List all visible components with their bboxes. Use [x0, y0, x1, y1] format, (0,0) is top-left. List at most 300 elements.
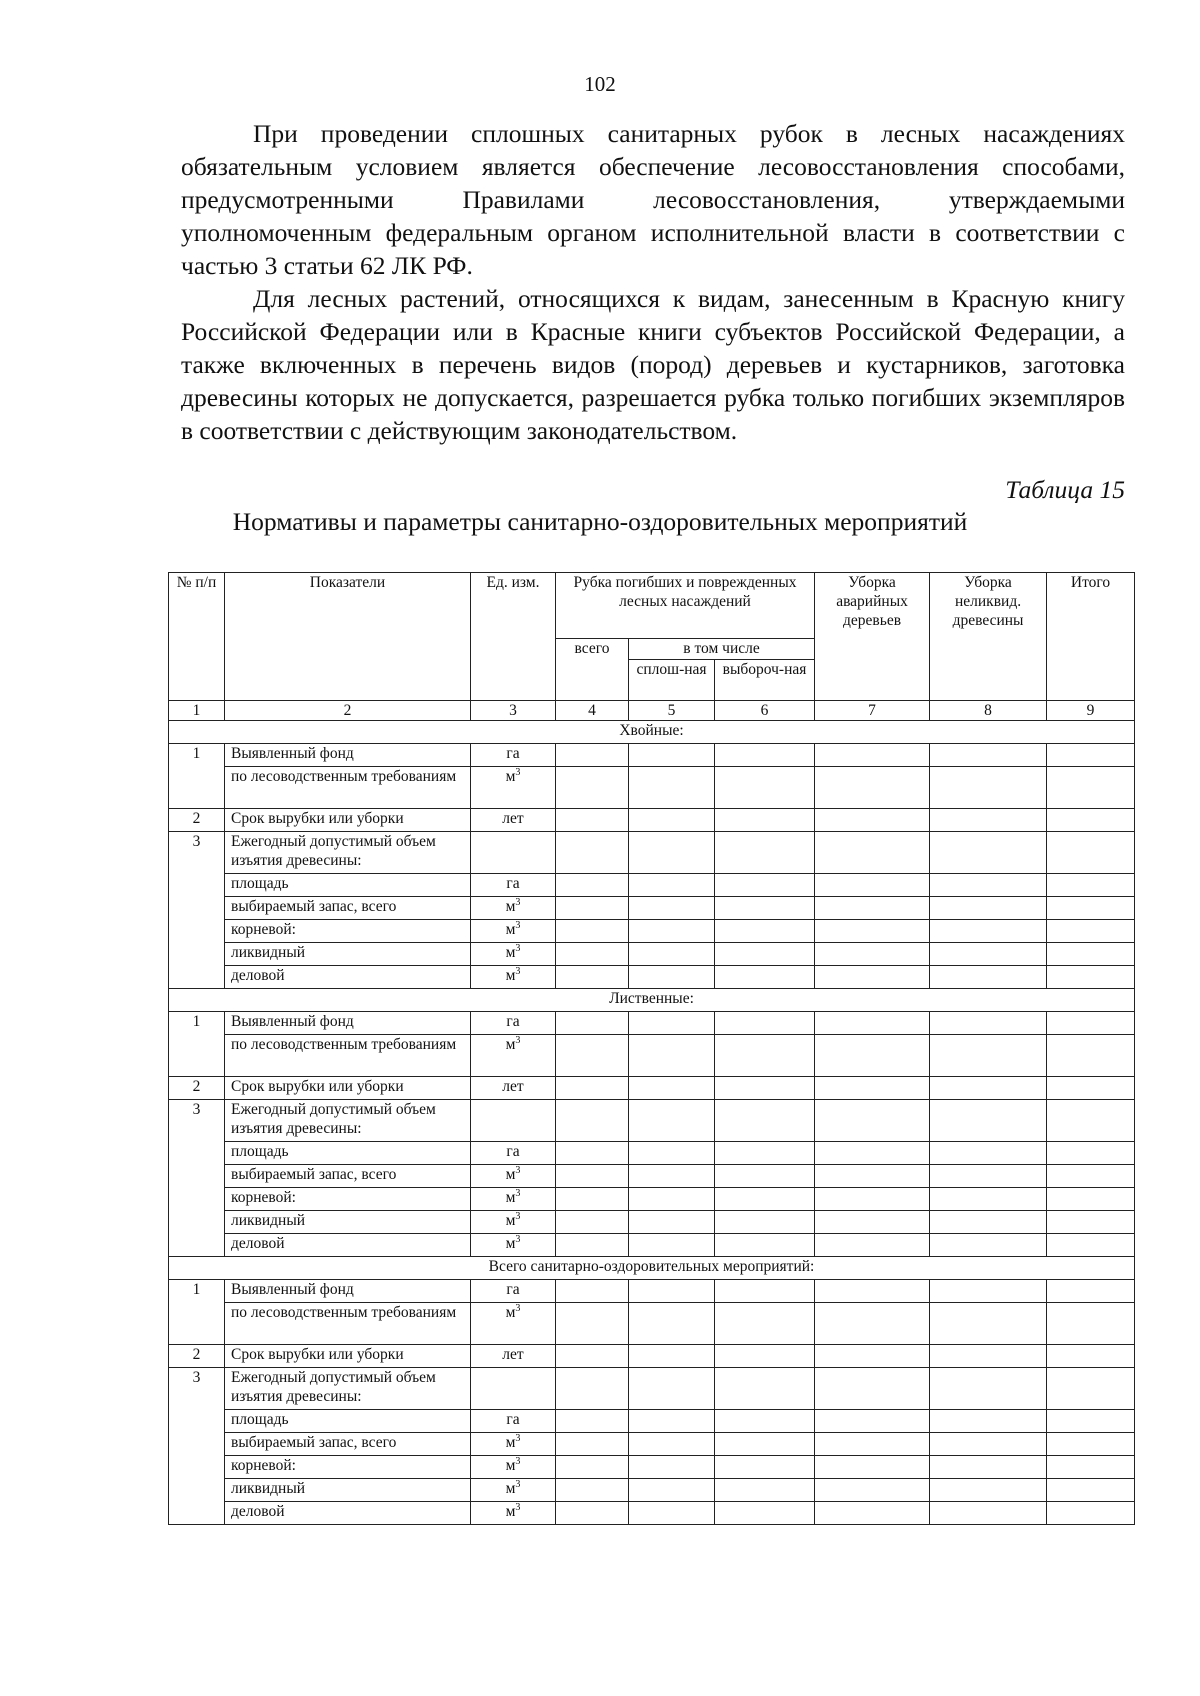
table-row: [169, 1165, 1135, 1188]
row-indicator: Ежегодный допустимый объем изъятия древесины:: [225, 832, 471, 874]
row-indicator: выбираемый запас, всего: [225, 897, 471, 920]
table-row: [169, 1303, 1135, 1345]
unit-superscript: 3: [515, 1302, 521, 1314]
value-cell: [629, 1100, 715, 1142]
table-row: [169, 874, 1135, 897]
header-indicators: Показатели: [225, 573, 471, 701]
value-cell: [930, 1188, 1047, 1211]
row-number: [169, 1433, 225, 1456]
table-label: Таблица 15: [1005, 475, 1125, 504]
row-unit: [471, 920, 556, 943]
value-cell: [930, 1165, 1047, 1188]
unit-text: м: [505, 944, 516, 961]
value-cell: [1047, 1433, 1135, 1456]
value-cell: [629, 1188, 715, 1211]
value-cell: [556, 874, 629, 897]
value-cell: [815, 1456, 930, 1479]
value-cell: [629, 767, 715, 809]
row-number: [169, 1211, 225, 1234]
value-cell: [930, 1410, 1047, 1433]
value-cell: [715, 1012, 815, 1035]
value-cell: [556, 1188, 629, 1211]
value-cell: [629, 1012, 715, 1035]
row-indicator: Выявленный фонд: [225, 744, 471, 767]
table-row: [169, 1012, 1135, 1035]
unit-text: м: [505, 768, 516, 785]
value-cell: [629, 966, 715, 989]
row-indicator: площадь: [225, 1142, 471, 1165]
value-cell: [930, 767, 1047, 809]
value-cell: [715, 943, 815, 966]
table-row: [169, 1410, 1135, 1433]
value-cell: [556, 1502, 629, 1525]
value-cell: [1047, 1280, 1135, 1303]
unit-text: м: [505, 1036, 516, 1053]
header-unit: Ед. изм.: [471, 573, 556, 701]
row-number: [169, 1303, 225, 1345]
table-row: [169, 1479, 1135, 1502]
section-title-row: [169, 721, 1135, 744]
value-cell: [930, 1502, 1047, 1525]
value-cell: [1047, 1410, 1135, 1433]
section-title: Всего санитарно-оздоровительных мероприятий:: [169, 1257, 1135, 1280]
row-unit: [471, 1433, 556, 1456]
paragraph: При проведении сплошных санитарных рубок в лесных насаждениях обязательным условием является обеспечение лесовосстановления способами, предусмотренными Правилами лесовосстановления, утверждаемыми уполномоченным федеральным органом исполнительной власти в соответствии с частью 3 статьи 62 ЛК РФ.: [181, 119, 1125, 280]
row-number: 1: [169, 1012, 225, 1035]
value-cell: [556, 1035, 629, 1077]
table-row: [169, 943, 1135, 966]
row-number: 3: [169, 1100, 225, 1142]
table-row: [169, 920, 1135, 943]
value-cell: [629, 1368, 715, 1410]
value-cell: [815, 943, 930, 966]
row-indicator: площадь: [225, 1410, 471, 1433]
value-cell: [629, 1479, 715, 1502]
paragraph: Для лесных растений, относящихся к видам, занесенным в Красную книгу Российской Федерации или в Красные книги субъектов Российской Федерации, а также включенных в перечень видов (пород) деревьев и кустарников, заготовка древесины которых не допускается, разрешается рубка только погибших экземпляров в соответствии с действующим законодательством.: [181, 284, 1125, 445]
value-cell: [1047, 943, 1135, 966]
row-number: 1: [169, 744, 225, 767]
unit-superscript: 3: [515, 965, 521, 977]
row-unit: [471, 1012, 556, 1035]
row-unit: [471, 1345, 556, 1368]
row-indicator: деловой: [225, 1234, 471, 1257]
header-selective: выбороч-ная: [715, 660, 815, 701]
value-cell: [556, 1211, 629, 1234]
row-number: [169, 1165, 225, 1188]
unit-text: лет: [502, 1078, 524, 1095]
value-cell: [556, 1012, 629, 1035]
row-indicator: Ежегодный допустимый объем изъятия древесины:: [225, 1368, 471, 1410]
table-row: [169, 1100, 1135, 1142]
col-number: 1: [169, 701, 225, 721]
value-cell: [1047, 744, 1135, 767]
table-row: [169, 1280, 1135, 1303]
row-unit: [471, 1234, 556, 1257]
value-cell: [556, 1142, 629, 1165]
row-unit: [471, 874, 556, 897]
value-cell: [1047, 1368, 1135, 1410]
value-cell: [930, 1077, 1047, 1100]
page-number: 102: [584, 72, 616, 96]
unit-text: лет: [502, 810, 524, 827]
value-cell: [715, 1303, 815, 1345]
value-cell: [930, 1368, 1047, 1410]
row-number: [169, 1188, 225, 1211]
table-row: [169, 1142, 1135, 1165]
unit-superscript: 3: [515, 1455, 521, 1467]
value-cell: [815, 1211, 930, 1234]
unit-superscript: 3: [515, 1210, 521, 1222]
value-cell: [715, 1234, 815, 1257]
value-cell: [556, 1303, 629, 1345]
value-cell: [715, 809, 815, 832]
value-cell: [1047, 874, 1135, 897]
value-cell: [715, 1142, 815, 1165]
unit-superscript: 3: [515, 1432, 521, 1444]
value-cell: [815, 897, 930, 920]
table-title: Нормативы и параметры санитарно-оздоровительных мероприятий: [232, 507, 968, 536]
unit-text: м: [505, 1480, 516, 1497]
value-cell: [1047, 1303, 1135, 1345]
value-cell: [815, 1077, 930, 1100]
col-number: 3: [471, 701, 556, 721]
unit-text: га: [506, 1143, 520, 1160]
row-number: [169, 1035, 225, 1077]
row-number: 2: [169, 809, 225, 832]
value-cell: [1047, 1165, 1135, 1188]
value-cell: [629, 1035, 715, 1077]
value-cell: [715, 1280, 815, 1303]
col-number: 8: [930, 701, 1047, 721]
value-cell: [629, 1211, 715, 1234]
row-unit: [471, 767, 556, 809]
row-indicator: корневой:: [225, 1456, 471, 1479]
value-cell: [629, 832, 715, 874]
unit-superscript: 3: [515, 766, 521, 778]
value-cell: [815, 1165, 930, 1188]
unit-superscript: 3: [515, 919, 521, 931]
unit-text: га: [506, 1411, 520, 1428]
value-cell: [629, 1165, 715, 1188]
body-text: [181, 117, 1125, 447]
unit-superscript: 3: [515, 1233, 521, 1245]
value-cell: [715, 1368, 815, 1410]
row-number: 3: [169, 1368, 225, 1410]
value-cell: [930, 1100, 1047, 1142]
row-indicator: Срок вырубки или уборки: [225, 1345, 471, 1368]
unit-superscript: 3: [515, 1501, 521, 1513]
value-cell: [1047, 832, 1135, 874]
value-cell: [815, 1035, 930, 1077]
header-nonliquid: Уборка неликвид. древесины: [930, 573, 1047, 701]
value-cell: [815, 1142, 930, 1165]
unit-superscript: 3: [515, 896, 521, 908]
value-cell: [1047, 1479, 1135, 1502]
value-cell: [556, 1433, 629, 1456]
row-unit: [471, 809, 556, 832]
value-cell: [815, 1303, 930, 1345]
unit-text: м: [505, 1304, 516, 1321]
table-row: [169, 1234, 1135, 1257]
row-indicator: ликвидный: [225, 1479, 471, 1502]
table-row: [169, 1433, 1135, 1456]
row-indicator: деловой: [225, 966, 471, 989]
col-number: 2: [225, 701, 471, 721]
value-cell: [930, 1433, 1047, 1456]
table-row: [169, 767, 1135, 809]
value-cell: [815, 920, 930, 943]
value-cell: [556, 943, 629, 966]
value-cell: [930, 1234, 1047, 1257]
value-cell: [815, 966, 930, 989]
norms-table: [168, 572, 1135, 1525]
row-unit: [471, 832, 556, 874]
value-cell: [930, 832, 1047, 874]
value-cell: [629, 1303, 715, 1345]
table-row: [169, 966, 1135, 989]
value-cell: [556, 1165, 629, 1188]
row-unit: [471, 1077, 556, 1100]
row-unit: [471, 1142, 556, 1165]
unit-text: м: [505, 1189, 516, 1206]
value-cell: [815, 874, 930, 897]
section-title-row: [169, 989, 1135, 1012]
table-row: [169, 1456, 1135, 1479]
value-cell: [815, 1502, 930, 1525]
row-unit: [471, 1035, 556, 1077]
value-cell: [629, 920, 715, 943]
row-number: [169, 1456, 225, 1479]
table-row: [169, 744, 1135, 767]
value-cell: [815, 1188, 930, 1211]
col-number: 4: [556, 701, 629, 721]
value-cell: [815, 1345, 930, 1368]
row-unit: [471, 1165, 556, 1188]
unit-superscript: 3: [515, 1187, 521, 1199]
row-number: [169, 1410, 225, 1433]
value-cell: [629, 1142, 715, 1165]
col-number: 6: [715, 701, 815, 721]
table-row: [169, 1211, 1135, 1234]
value-cell: [930, 1012, 1047, 1035]
row-unit: [471, 1456, 556, 1479]
value-cell: [629, 1280, 715, 1303]
row-indicator: выбираемый запас, всего: [225, 1433, 471, 1456]
value-cell: [715, 744, 815, 767]
value-cell: [556, 1234, 629, 1257]
row-number: [169, 1142, 225, 1165]
value-cell: [629, 1456, 715, 1479]
header-total: Итого: [1047, 573, 1135, 701]
value-cell: [715, 1433, 815, 1456]
header-incl: в том числе: [629, 639, 815, 660]
value-cell: [715, 874, 815, 897]
table-row: [169, 1502, 1135, 1525]
row-indicator: Срок вырубки или уборки: [225, 1077, 471, 1100]
value-cell: [1047, 809, 1135, 832]
value-cell: [556, 1280, 629, 1303]
row-indicator: Срок вырубки или уборки: [225, 809, 471, 832]
value-cell: [629, 809, 715, 832]
value-cell: [715, 1456, 815, 1479]
value-cell: [556, 1077, 629, 1100]
unit-superscript: 3: [515, 942, 521, 954]
value-cell: [556, 832, 629, 874]
table-row: [169, 1077, 1135, 1100]
value-cell: [815, 1012, 930, 1035]
value-cell: [1047, 1142, 1135, 1165]
row-indicator: ликвидный: [225, 1211, 471, 1234]
row-number: [169, 767, 225, 809]
row-indicator: площадь: [225, 874, 471, 897]
row-unit: [471, 1410, 556, 1433]
value-cell: [556, 767, 629, 809]
value-cell: [815, 1433, 930, 1456]
value-cell: [715, 1479, 815, 1502]
value-cell: [815, 1410, 930, 1433]
value-cell: [930, 809, 1047, 832]
row-number: [169, 1502, 225, 1525]
value-cell: [1047, 767, 1135, 809]
header-num: № п/п: [169, 573, 225, 701]
value-cell: [629, 744, 715, 767]
column-numbers-row: [169, 701, 1135, 721]
header-cutting: Рубка погибших и поврежденных лесных насаждений: [556, 573, 815, 639]
col-number: 9: [1047, 701, 1135, 721]
row-number: [169, 920, 225, 943]
row-unit: [471, 1502, 556, 1525]
value-cell: [1047, 920, 1135, 943]
value-cell: [1047, 1035, 1135, 1077]
unit-text: м: [505, 1503, 516, 1520]
value-cell: [930, 1142, 1047, 1165]
unit-superscript: 3: [515, 1034, 521, 1046]
row-unit: [471, 1479, 556, 1502]
unit-text: га: [506, 1013, 520, 1030]
row-number: 1: [169, 1280, 225, 1303]
row-indicator: корневой:: [225, 920, 471, 943]
value-cell: [1047, 1456, 1135, 1479]
value-cell: [1047, 1502, 1135, 1525]
table-row: [169, 832, 1135, 874]
unit-text: м: [505, 1212, 516, 1229]
row-number: 2: [169, 1345, 225, 1368]
value-cell: [1047, 1077, 1135, 1100]
value-cell: [1047, 1188, 1135, 1211]
value-cell: [629, 897, 715, 920]
value-cell: [715, 1165, 815, 1188]
value-cell: [1047, 897, 1135, 920]
unit-superscript: 3: [515, 1164, 521, 1176]
value-cell: [556, 897, 629, 920]
value-cell: [930, 1211, 1047, 1234]
row-number: [169, 874, 225, 897]
value-cell: [556, 1456, 629, 1479]
value-cell: [715, 1035, 815, 1077]
value-cell: [629, 1502, 715, 1525]
value-cell: [815, 1234, 930, 1257]
value-cell: [556, 1100, 629, 1142]
table-row: [169, 897, 1135, 920]
row-indicator: по лесоводственным требованиям: [225, 1303, 471, 1345]
unit-text: га: [506, 1281, 520, 1298]
row-indicator: Выявленный фонд: [225, 1012, 471, 1035]
section-title: Хвойные:: [169, 721, 1135, 744]
value-cell: [930, 1479, 1047, 1502]
row-unit: [471, 897, 556, 920]
header-total-cut: всего: [556, 639, 629, 701]
value-cell: [815, 1100, 930, 1142]
unit-text: м: [505, 1434, 516, 1451]
header-emergency: Уборка аварийных деревьев: [815, 573, 930, 701]
row-indicator: ликвидный: [225, 943, 471, 966]
value-cell: [715, 1410, 815, 1433]
unit-text: м: [505, 1166, 516, 1183]
section-title: Лиственные:: [169, 989, 1135, 1012]
unit-text: м: [505, 1235, 516, 1252]
row-number: [169, 1479, 225, 1502]
value-cell: [930, 874, 1047, 897]
table-row: [169, 809, 1135, 832]
value-cell: [815, 1479, 930, 1502]
unit-text: м: [505, 1457, 516, 1474]
row-indicator: Выявленный фонд: [225, 1280, 471, 1303]
value-cell: [715, 920, 815, 943]
unit-superscript: 3: [515, 1478, 521, 1490]
row-number: [169, 897, 225, 920]
value-cell: [815, 1368, 930, 1410]
value-cell: [556, 744, 629, 767]
value-cell: [629, 943, 715, 966]
table-row: [169, 1188, 1135, 1211]
row-unit: [471, 1211, 556, 1234]
value-cell: [556, 1345, 629, 1368]
value-cell: [715, 1211, 815, 1234]
value-cell: [815, 832, 930, 874]
row-unit: [471, 943, 556, 966]
row-indicator: по лесоводственным требованиям: [225, 767, 471, 809]
table-row: [169, 1035, 1135, 1077]
value-cell: [556, 809, 629, 832]
value-cell: [930, 920, 1047, 943]
value-cell: [930, 1345, 1047, 1368]
header-row: [169, 573, 1135, 639]
value-cell: [815, 767, 930, 809]
value-cell: [930, 1456, 1047, 1479]
value-cell: [715, 1188, 815, 1211]
value-cell: [1047, 1234, 1135, 1257]
row-number: [169, 943, 225, 966]
value-cell: [556, 1479, 629, 1502]
row-unit: [471, 1280, 556, 1303]
value-cell: [930, 966, 1047, 989]
table-row: [169, 1345, 1135, 1368]
value-cell: [715, 966, 815, 989]
value-cell: [930, 744, 1047, 767]
row-unit: [471, 1368, 556, 1410]
value-cell: [715, 1502, 815, 1525]
row-indicator: деловой: [225, 1502, 471, 1525]
value-cell: [629, 1077, 715, 1100]
value-cell: [715, 767, 815, 809]
value-cell: [815, 744, 930, 767]
table-row: [169, 1368, 1135, 1410]
value-cell: [556, 966, 629, 989]
col-number: 5: [629, 701, 715, 721]
unit-text: м: [505, 967, 516, 984]
value-cell: [556, 1410, 629, 1433]
value-cell: [1047, 966, 1135, 989]
